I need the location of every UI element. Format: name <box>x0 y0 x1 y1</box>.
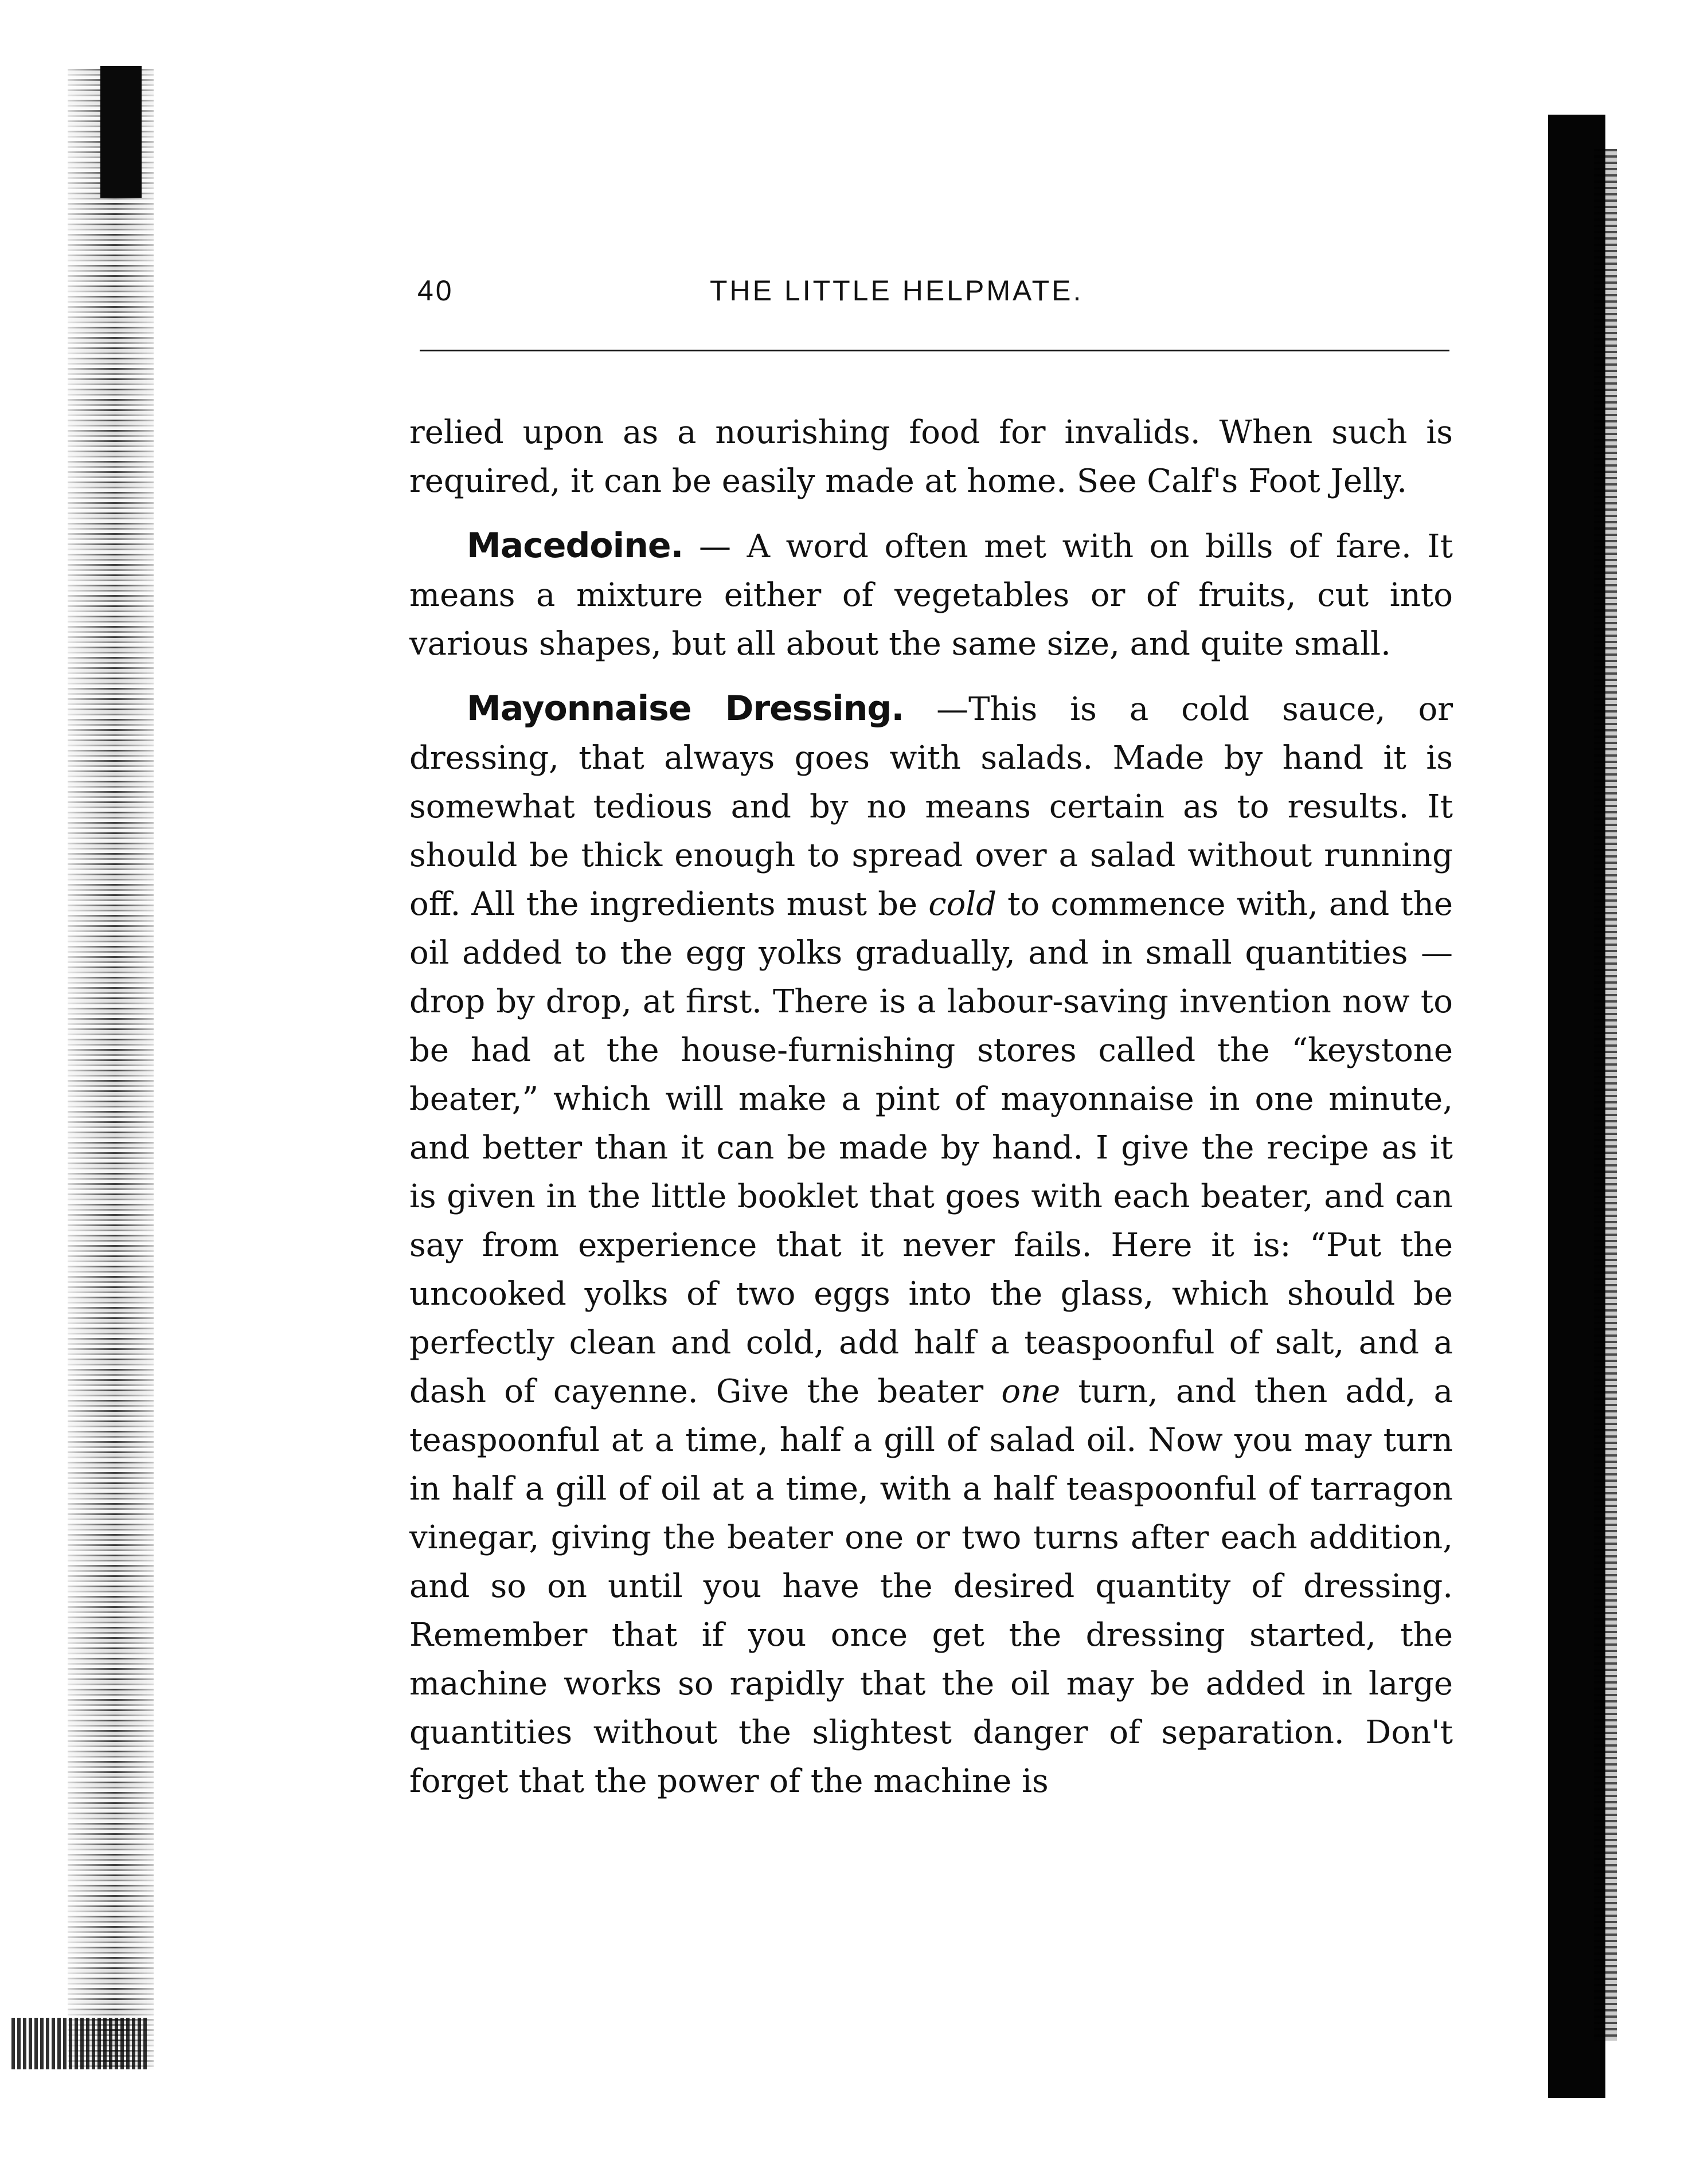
mayonnaise-italic-cold: cold <box>928 886 997 923</box>
macedoine-term: Macedoine. <box>467 526 683 566</box>
mayonnaise-text-part-2: to commence with, and the oil added to the egg yolks gradually, and in small quantities — drop by drop, at first. There is a labour-saving invention now to be had at the house-furnishing stores called the “keystone beater,” which will make a pint of mayonnaise in one minute, and better than it can be made by hand. I give the recipe as it is given in the little booklet that goes with each beater, and can say from experience that it never fails. Here it is: “Put the uncooked yolks of two eggs into the glass, which should be perfectly clean and cold, add half a teaspoonful of salt, and a dash of cayenne. Give the beater <box>409 886 1453 1410</box>
page-body <box>409 408 1453 1806</box>
running-head <box>417 274 1449 320</box>
mayonnaise-italic-one: one <box>1001 1373 1061 1410</box>
macedoine-text: — A word often met with on bills of fare. It means a mixture either of vegetables or of fruits, cut into various shapes, but all about the same size, and quite small. <box>409 528 1453 663</box>
continuation-paragraph: relied upon as a nourishing food for invalids. When such is required, it can be easily made at home. See Calf's Foot Jelly. <box>409 414 1453 500</box>
left-binding-bottom-shadow <box>11 2018 149 2069</box>
mayonnaise-text-part-1: —This is a cold sauce, or dressing, that always goes with salads. Made by hand it is somewhat tedious and by no means certain as to results. It should be thick enough to spread over a salad without running off. All the ingredients must be <box>409 691 1453 923</box>
left-binding-dark-mark <box>100 66 142 198</box>
header-rule <box>420 350 1449 351</box>
page-number: 40 <box>417 275 454 307</box>
mayonnaise-term: Mayonnaise Dressing. <box>467 688 904 729</box>
right-page-edge-texture <box>1594 149 1617 2041</box>
mayonnaise-entry <box>409 684 1453 1806</box>
mayonnaise-text-part-3: turn, and then add, a teaspoonful at a time, half a gill of salad oil. Now you may turn in half a gill of oil at a time, with a half teaspoonful of tarragon vinegar, giving the beater one or two turns after each addition, and so on until you have the desired quantity of dressing. Remember that if you once get the dressing started, the machine works so rapidly that the oil may be added in large quantities without the slightest danger of separation. Don't forget that the power of the machine is <box>409 1373 1453 1800</box>
left-binding-shadow <box>68 69 154 2069</box>
book-title: THE LITTLE HELPMATE. <box>710 275 1084 307</box>
macedoine-entry <box>409 522 1453 668</box>
